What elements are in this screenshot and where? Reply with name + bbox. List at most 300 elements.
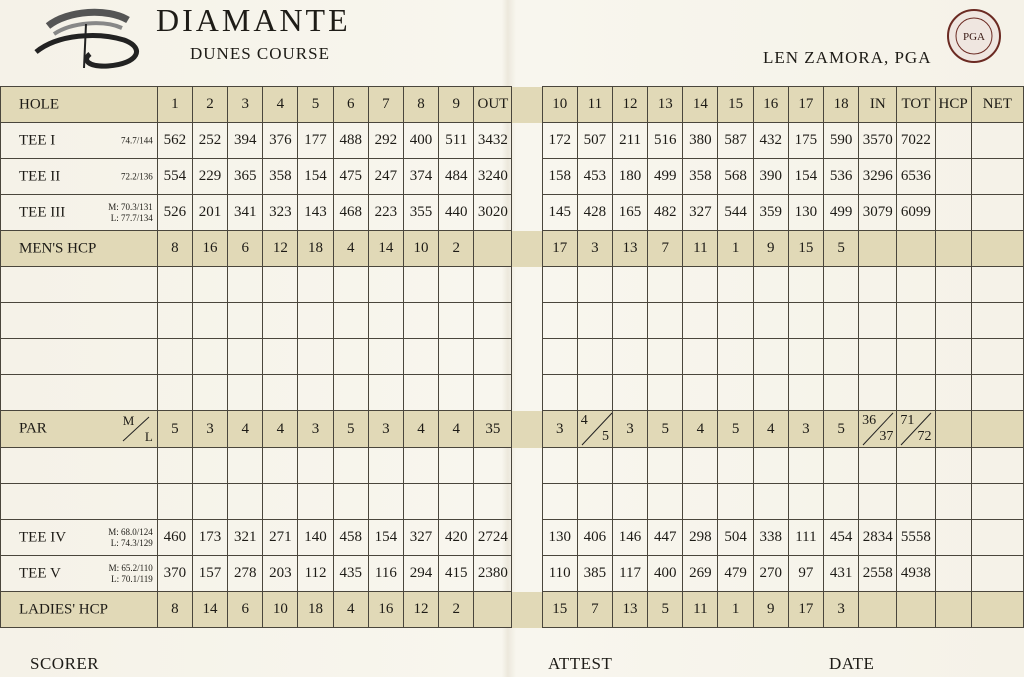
- score-cell[interactable]: [577, 303, 612, 339]
- yardage: 116: [368, 556, 403, 592]
- score-cell[interactable]: [824, 448, 859, 484]
- split-top: 36: [862, 413, 877, 428]
- score-cell[interactable]: [298, 448, 333, 484]
- total-score-cell[interactable]: [971, 448, 1023, 484]
- score-cell[interactable]: [263, 375, 298, 411]
- split-value: [897, 411, 934, 447]
- hole-number: 18: [824, 87, 859, 123]
- net-header: NET: [971, 87, 1023, 123]
- score-cell[interactable]: [403, 375, 438, 411]
- score-cell[interactable]: [824, 339, 859, 375]
- gap-cell: [512, 411, 542, 448]
- row-label: [1, 87, 158, 123]
- score-cell[interactable]: [824, 375, 859, 411]
- gap-cell: [512, 339, 542, 375]
- score-cell[interactable]: [157, 339, 192, 375]
- yardage: 111: [788, 520, 823, 556]
- yardage: 247: [368, 159, 403, 195]
- row-label-text: TEE IV: [19, 529, 67, 545]
- score-cell[interactable]: [157, 375, 192, 411]
- row-label: [1, 123, 158, 159]
- score-cell[interactable]: [439, 303, 474, 339]
- out-score-cell[interactable]: [474, 303, 512, 339]
- score-cell[interactable]: [263, 267, 298, 303]
- empty-cell: [897, 231, 935, 267]
- score-cell[interactable]: [824, 484, 859, 520]
- hole-header-row: [1, 87, 1024, 123]
- score-cell[interactable]: [439, 448, 474, 484]
- in-total: 2558: [859, 556, 897, 592]
- in-total: 3079: [859, 195, 897, 231]
- yardage: 453: [577, 159, 612, 195]
- yardage: 460: [157, 520, 192, 556]
- course-name: DUNES COURSE: [190, 44, 330, 63]
- score-cell[interactable]: [542, 267, 577, 303]
- total-score-cell[interactable]: [935, 303, 971, 339]
- score-cell[interactable]: [753, 303, 788, 339]
- score-cell[interactable]: [228, 267, 263, 303]
- tee-row: [1, 195, 1024, 231]
- net-cell: [971, 520, 1023, 556]
- seal-text: PGA: [962, 31, 986, 43]
- row-label: [1, 195, 158, 231]
- handicap-rank: 10: [403, 231, 438, 267]
- score-cell[interactable]: [228, 375, 263, 411]
- player-name-cell[interactable]: [1, 375, 158, 411]
- hole-number: 1: [157, 87, 192, 123]
- hole-number: 3: [228, 87, 263, 123]
- yardage: 511: [439, 123, 474, 159]
- par-value: 5: [824, 411, 859, 448]
- yardage: 292: [368, 123, 403, 159]
- yardage: 278: [228, 556, 263, 592]
- score-cell[interactable]: [683, 267, 718, 303]
- handicap-rank: 17: [788, 592, 823, 628]
- yardage: 482: [648, 195, 683, 231]
- yardage: 536: [824, 159, 859, 195]
- yardage: 177: [298, 123, 333, 159]
- out-score-cell[interactable]: [474, 484, 512, 520]
- tot-total: 6099: [897, 195, 935, 231]
- yardage: 507: [577, 123, 612, 159]
- total-score-cell[interactable]: [935, 375, 971, 411]
- score-cell[interactable]: [439, 267, 474, 303]
- empty-cell: [859, 231, 897, 267]
- yardage: 504: [718, 520, 753, 556]
- gap-cell: [512, 267, 542, 303]
- hcp-cell: [935, 123, 971, 159]
- handicap-rank: 14: [192, 592, 227, 628]
- par-value: 4: [683, 411, 718, 448]
- hole-number: 11: [577, 87, 612, 123]
- score-cell[interactable]: [612, 303, 647, 339]
- row-label-text: LADIES' HCP: [19, 601, 108, 617]
- par-row: [1, 411, 1024, 448]
- score-cell[interactable]: [753, 375, 788, 411]
- mens-handicap-row: [1, 231, 1024, 267]
- score-cell[interactable]: [612, 267, 647, 303]
- gap-cell: [512, 195, 542, 231]
- score-cell[interactable]: [403, 448, 438, 484]
- par-value: 3: [368, 411, 403, 448]
- yardage: 341: [228, 195, 263, 231]
- score-cell[interactable]: [788, 448, 823, 484]
- score-cell[interactable]: [718, 448, 753, 484]
- handicap-rank: 5: [648, 592, 683, 628]
- score-cell[interactable]: [368, 339, 403, 375]
- out-score-cell[interactable]: [474, 339, 512, 375]
- score-cell[interactable]: [298, 484, 333, 520]
- course-rating-line: L: 74.3/129: [110, 537, 153, 548]
- score-cell[interactable]: [263, 484, 298, 520]
- pga-seal-icon: [946, 8, 1002, 68]
- score-cell[interactable]: [228, 484, 263, 520]
- score-cell[interactable]: [298, 267, 333, 303]
- hole-number: 8: [403, 87, 438, 123]
- score-cell[interactable]: [368, 267, 403, 303]
- score-cell[interactable]: [683, 484, 718, 520]
- score-cell[interactable]: [788, 303, 823, 339]
- total-score-cell[interactable]: [935, 267, 971, 303]
- total-score-cell[interactable]: [859, 303, 897, 339]
- score-cell[interactable]: [439, 484, 474, 520]
- score-cell[interactable]: [683, 448, 718, 484]
- yardage: 271: [263, 520, 298, 556]
- score-cell[interactable]: [157, 267, 192, 303]
- empty-cell: [897, 592, 935, 628]
- score-cell[interactable]: [333, 484, 368, 520]
- yardage: 554: [157, 159, 192, 195]
- score-cell[interactable]: [368, 484, 403, 520]
- score-cell[interactable]: [788, 375, 823, 411]
- total-score-cell[interactable]: [897, 375, 935, 411]
- player-score-row: [1, 448, 1024, 484]
- score-cell[interactable]: [648, 303, 683, 339]
- score-cell[interactable]: [648, 484, 683, 520]
- score-cell[interactable]: [192, 375, 227, 411]
- score-cell[interactable]: [403, 339, 438, 375]
- player-name-cell[interactable]: [1, 303, 158, 339]
- handicap-rank: 12: [403, 592, 438, 628]
- player-name-cell[interactable]: [1, 339, 158, 375]
- player-score-row: [1, 484, 1024, 520]
- total-score-cell[interactable]: [859, 448, 897, 484]
- total-score-cell[interactable]: [897, 448, 935, 484]
- score-cell[interactable]: [333, 339, 368, 375]
- total-score-cell[interactable]: [971, 375, 1023, 411]
- gap-cell: [512, 123, 542, 159]
- gap-cell: [512, 592, 542, 628]
- score-cell[interactable]: [542, 448, 577, 484]
- score-cell[interactable]: [542, 339, 577, 375]
- yardage: 454: [824, 520, 859, 556]
- split-top: 71: [900, 413, 915, 428]
- yardage: 211: [612, 123, 647, 159]
- score-cell[interactable]: [192, 267, 227, 303]
- score-cell[interactable]: [298, 339, 333, 375]
- yardage: 203: [263, 556, 298, 592]
- score-cell[interactable]: [577, 375, 612, 411]
- out-score-cell[interactable]: [474, 448, 512, 484]
- score-cell[interactable]: [439, 375, 474, 411]
- score-cell[interactable]: [228, 339, 263, 375]
- total-score-cell[interactable]: [897, 303, 935, 339]
- yardage: 327: [683, 195, 718, 231]
- score-cell[interactable]: [228, 303, 263, 339]
- score-cell[interactable]: [612, 448, 647, 484]
- yardage: 140: [298, 520, 333, 556]
- tee-row: [1, 520, 1024, 556]
- score-cell[interactable]: [753, 484, 788, 520]
- par-value: 4: [403, 411, 438, 448]
- yardage: 97: [788, 556, 823, 592]
- tot-header: TOT: [897, 87, 935, 123]
- row-label-text: HOLE: [19, 96, 59, 112]
- score-cell[interactable]: [263, 448, 298, 484]
- handicap-rank: 2: [439, 592, 474, 628]
- score-cell[interactable]: [403, 484, 438, 520]
- yardage: 146: [612, 520, 647, 556]
- par-value: 3: [298, 411, 333, 448]
- score-cell[interactable]: [718, 339, 753, 375]
- row-label-text: TEE II: [19, 168, 61, 184]
- player-name-cell[interactable]: [1, 267, 158, 303]
- score-cell[interactable]: [718, 267, 753, 303]
- handicap-rank: 11: [683, 592, 718, 628]
- score-cell[interactable]: [192, 484, 227, 520]
- course-rating-line: L: 77.7/134: [110, 212, 153, 223]
- row-label-text: PAR: [19, 420, 47, 437]
- handicap-rank: 4: [333, 592, 368, 628]
- score-cell[interactable]: [683, 375, 718, 411]
- score-cell[interactable]: [718, 375, 753, 411]
- row-label-text: TEE I: [19, 132, 56, 148]
- total-score-cell[interactable]: [859, 375, 897, 411]
- yardage: 499: [824, 195, 859, 231]
- score-cell[interactable]: [298, 375, 333, 411]
- empty-cell: [971, 592, 1023, 628]
- out-total: 3432: [474, 123, 512, 159]
- score-cell[interactable]: [298, 303, 333, 339]
- yardage: 338: [753, 520, 788, 556]
- hole-number: 2: [192, 87, 227, 123]
- yardage: 327: [403, 520, 438, 556]
- tot-par: [897, 411, 935, 448]
- score-cell[interactable]: [824, 267, 859, 303]
- score-cell[interactable]: [612, 375, 647, 411]
- score-cell[interactable]: [753, 339, 788, 375]
- handicap-rank: 12: [263, 231, 298, 267]
- total-score-cell[interactable]: [935, 484, 971, 520]
- score-cell[interactable]: [788, 484, 823, 520]
- par-value: 5: [718, 411, 753, 448]
- course-rating-line: L: 70.1/119: [111, 573, 153, 584]
- in-header: IN: [859, 87, 897, 123]
- hole-number: 13: [648, 87, 683, 123]
- score-cell[interactable]: [228, 448, 263, 484]
- score-cell[interactable]: [648, 339, 683, 375]
- net-cell: [971, 159, 1023, 195]
- out-total: 2380: [474, 556, 512, 592]
- score-cell[interactable]: [824, 303, 859, 339]
- empty-cell: [971, 231, 1023, 267]
- yardage: 112: [298, 556, 333, 592]
- total-score-cell[interactable]: [859, 267, 897, 303]
- score-cell[interactable]: [439, 339, 474, 375]
- score-cell[interactable]: [753, 267, 788, 303]
- yardage: 385: [577, 556, 612, 592]
- out-score-cell[interactable]: [474, 267, 512, 303]
- handicap-rank: 8: [157, 231, 192, 267]
- total-score-cell[interactable]: [971, 267, 1023, 303]
- hole-number: 17: [788, 87, 823, 123]
- yardage: 415: [439, 556, 474, 592]
- score-cell[interactable]: [648, 448, 683, 484]
- total-score-cell[interactable]: [859, 484, 897, 520]
- yardage: 440: [439, 195, 474, 231]
- score-cell[interactable]: [612, 339, 647, 375]
- score-cell[interactable]: [368, 375, 403, 411]
- row-label: [1, 520, 158, 556]
- hole-number: 9: [439, 87, 474, 123]
- gap-cell: [512, 303, 542, 339]
- yardage: 223: [368, 195, 403, 231]
- handicap-rank: 3: [577, 231, 612, 267]
- score-cell[interactable]: [263, 339, 298, 375]
- score-cell[interactable]: [333, 448, 368, 484]
- score-cell[interactable]: [333, 267, 368, 303]
- hcp-cell: [935, 520, 971, 556]
- score-cell[interactable]: [683, 339, 718, 375]
- score-cell[interactable]: [368, 448, 403, 484]
- score-cell[interactable]: [542, 484, 577, 520]
- par-value: [577, 411, 612, 448]
- yardage: 172: [542, 123, 577, 159]
- yardage: 587: [718, 123, 753, 159]
- out-score-cell[interactable]: [474, 375, 512, 411]
- golf-pro-name: LEN ZAMORA, PGA: [763, 48, 932, 67]
- handicap-rank: 17: [542, 231, 577, 267]
- yardage: 180: [612, 159, 647, 195]
- course-rating-line: M: 68.0/124: [108, 526, 153, 537]
- yardage: 394: [228, 123, 263, 159]
- score-cell[interactable]: [192, 303, 227, 339]
- total-score-cell[interactable]: [971, 339, 1023, 375]
- handicap-rank: 9: [753, 231, 788, 267]
- par-value: 3: [542, 411, 577, 448]
- score-cell[interactable]: [542, 303, 577, 339]
- course-rating-line: M: 70.3/131: [108, 201, 153, 212]
- tot-total: 4938: [897, 556, 935, 592]
- yardage: 323: [263, 195, 298, 231]
- score-cell[interactable]: [753, 448, 788, 484]
- yardage: 380: [683, 123, 718, 159]
- yardage: 406: [577, 520, 612, 556]
- handicap-rank: 9: [753, 592, 788, 628]
- score-cell[interactable]: [648, 375, 683, 411]
- net-cell: [971, 556, 1023, 592]
- yardage: 270: [753, 556, 788, 592]
- yardage: 269: [683, 556, 718, 592]
- empty-cell: [935, 231, 971, 267]
- handicap-rank: 1: [718, 592, 753, 628]
- score-cell[interactable]: [718, 303, 753, 339]
- player-name-cell[interactable]: [1, 448, 158, 484]
- course-rating-line: M: 65.2/110: [108, 562, 153, 573]
- score-cell[interactable]: [577, 267, 612, 303]
- yardage: 229: [192, 159, 227, 195]
- score-cell[interactable]: [788, 267, 823, 303]
- hole-number: 6: [333, 87, 368, 123]
- score-cell[interactable]: [403, 303, 438, 339]
- total-score-cell[interactable]: [897, 267, 935, 303]
- score-cell[interactable]: [577, 339, 612, 375]
- yardage: 475: [333, 159, 368, 195]
- par-value: 3: [612, 411, 647, 448]
- score-cell[interactable]: [683, 303, 718, 339]
- row-label: [1, 556, 158, 592]
- total-score-cell[interactable]: [859, 339, 897, 375]
- score-cell[interactable]: [542, 375, 577, 411]
- total-score-cell[interactable]: [971, 484, 1023, 520]
- row-label-text: TEE V: [19, 565, 61, 581]
- score-cell[interactable]: [612, 484, 647, 520]
- out-total: 3240: [474, 159, 512, 195]
- yardage: 165: [612, 195, 647, 231]
- course-rating: [121, 171, 153, 182]
- score-cell[interactable]: [788, 339, 823, 375]
- score-cell[interactable]: [648, 267, 683, 303]
- empty-cell: [935, 411, 971, 448]
- score-cell[interactable]: [577, 484, 612, 520]
- split-top: 4: [580, 413, 588, 428]
- net-cell: [971, 123, 1023, 159]
- score-cell[interactable]: [718, 484, 753, 520]
- handicap-rank: 13: [612, 231, 647, 267]
- score-cell[interactable]: [192, 448, 227, 484]
- score-cell[interactable]: [157, 448, 192, 484]
- yardage: 359: [753, 195, 788, 231]
- yardage: 432: [753, 123, 788, 159]
- total-score-cell[interactable]: [935, 339, 971, 375]
- score-cell[interactable]: [333, 303, 368, 339]
- par-value: 5: [333, 411, 368, 448]
- score-cell[interactable]: [577, 448, 612, 484]
- yardage: 145: [542, 195, 577, 231]
- course-rating-line: 74.7/144: [121, 135, 153, 145]
- total-score-cell[interactable]: [897, 484, 935, 520]
- total-score-cell[interactable]: [971, 303, 1023, 339]
- hole-number: 5: [298, 87, 333, 123]
- course-rating: [108, 527, 153, 549]
- score-cell[interactable]: [157, 484, 192, 520]
- total-score-cell[interactable]: [897, 339, 935, 375]
- score-cell[interactable]: [403, 267, 438, 303]
- hole-number: 4: [263, 87, 298, 123]
- score-cell[interactable]: [263, 303, 298, 339]
- yardage: 499: [648, 159, 683, 195]
- score-cell[interactable]: [368, 303, 403, 339]
- player-name-cell[interactable]: [1, 484, 158, 520]
- handicap-rank: 2: [439, 231, 474, 267]
- handicap-rank: 4: [333, 231, 368, 267]
- score-cell[interactable]: [333, 375, 368, 411]
- score-cell[interactable]: [157, 303, 192, 339]
- score-cell[interactable]: [192, 339, 227, 375]
- yardage: 294: [403, 556, 438, 592]
- yardage: 468: [333, 195, 368, 231]
- total-score-cell[interactable]: [935, 448, 971, 484]
